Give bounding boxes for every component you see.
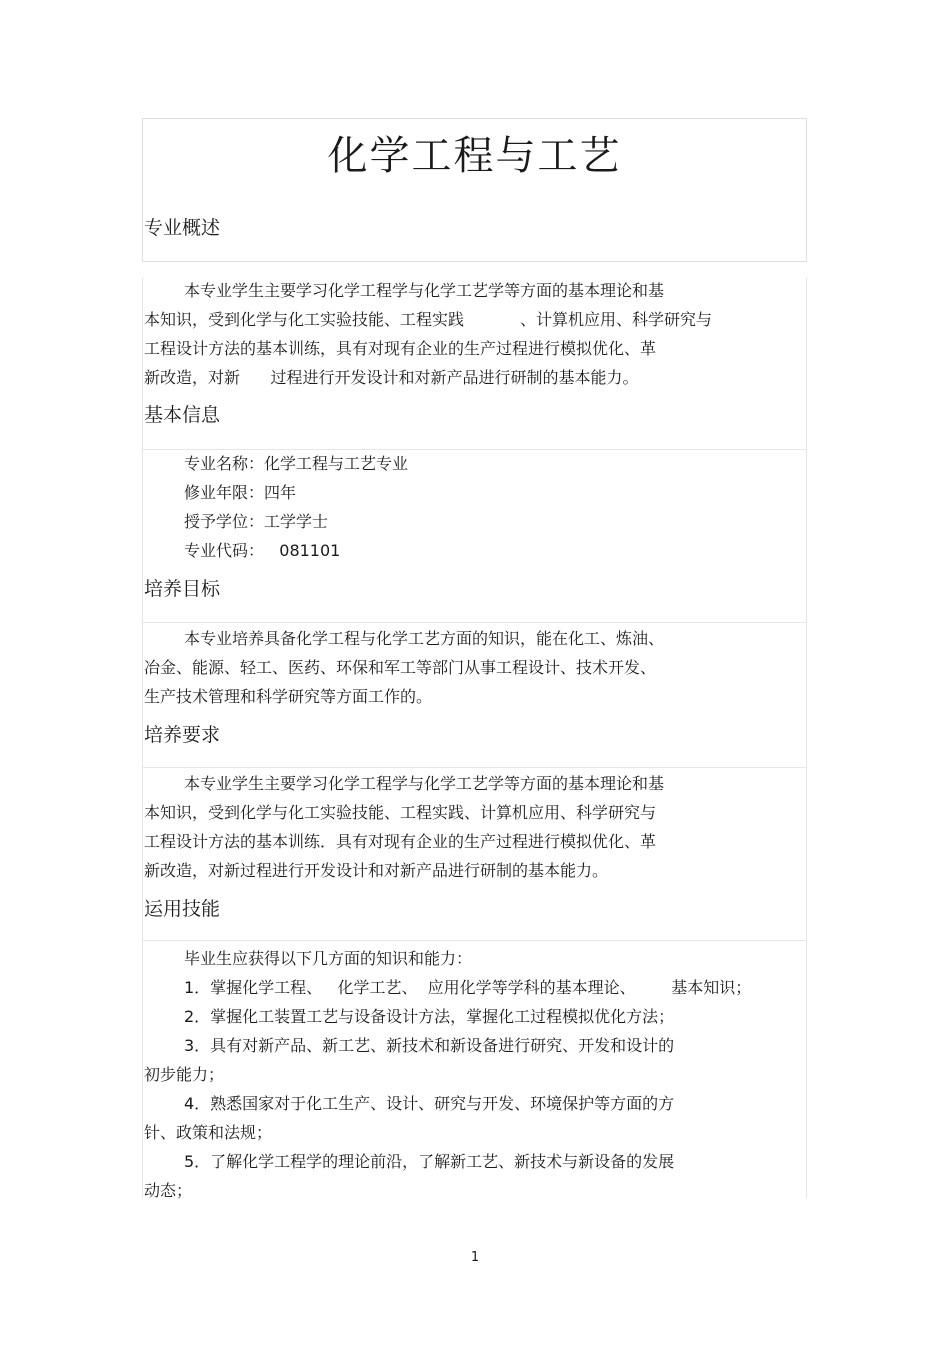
left-border [142, 278, 143, 1198]
paragraph-line: 生产技术管理和科学研究等方面工作的。 [144, 687, 433, 706]
info-line: 修业年限：四年 [184, 483, 297, 502]
section-heading-goal: 培养目标 [144, 578, 221, 600]
paragraph-line: 工程设计方法的基本训练．具有对现有企业的生产过程进行模拟优化、革 [144, 832, 657, 851]
divider [142, 940, 807, 941]
paragraph-line: 新改造，对新过程进行开发设计和对新产品进行研制的基本能力。 [144, 861, 609, 880]
list-item: 1．掌握化学工程、 化学工艺、 应用化学等学科的基本理论、 基本知识； [184, 978, 752, 997]
section-heading-requirements: 培养要求 [144, 724, 221, 746]
section-heading-basic-info: 基本信息 [144, 404, 221, 426]
paragraph-line: 本专业培养具备化学工程与化学工艺方面的知识，能在化工、炼油、 [184, 629, 665, 648]
list-item: 3．具有对新产品、新工艺、新技术和新设备进行研究、开发和设计的 [184, 1036, 675, 1055]
list-item: 5．了解化学工程学的理论前沿，了解新工艺、新技术与新设备的发展 [184, 1152, 675, 1171]
paragraph-line: 新改造，对新 过程进行开发设计和对新产品进行研制的基本能力。 [144, 368, 639, 387]
page-title: 化学工程与工艺 [327, 133, 622, 179]
section-heading-overview: 专业概述 [144, 217, 221, 239]
list-intro: 毕业生应获得以下几方面的知识和能力： [184, 949, 473, 968]
list-item-continuation: 针、政策和法规； [144, 1123, 273, 1142]
info-line: 授予学位：工学学士 [184, 512, 329, 531]
info-line: 专业名称：化学工程与工艺专业 [184, 454, 409, 473]
paragraph-line: 本专业学生主要学习化学工程学与化学工艺学等方面的基本理论和基 [184, 281, 665, 300]
list-item: 2．掌握化工装置工艺与设备设计方法，掌握化工过程模拟优化方法； [184, 1007, 675, 1026]
list-item: 4．熟悉国家对于化工生产、设计、研究与开发、环境保护等方面的方 [184, 1094, 675, 1113]
divider [142, 767, 807, 768]
list-item-continuation: 动态； [144, 1181, 193, 1200]
divider [142, 622, 807, 623]
paragraph-line: 本专业学生主要学习化学工程学与化学工艺学等方面的基本理论和基 [184, 774, 665, 793]
list-item-continuation: 初步能力； [144, 1065, 225, 1084]
section-heading-skills: 运用技能 [144, 898, 221, 920]
divider [142, 449, 807, 450]
info-line: 专业代码： 081101 [184, 541, 341, 560]
page-number: 1 [470, 1250, 480, 1265]
paragraph-line: 本知识，受到化学与化工实验技能、工程实践、计算机应用、科学研究与 [144, 803, 657, 822]
paragraph-line: 冶金、能源、轻工、医药、环保和军工等部门从事工程设计、技术开发、 [144, 658, 657, 677]
paragraph-line: 本知识，受到化学与化工实验技能、工程实践 、计算机应用、科学研究与 [144, 310, 712, 329]
paragraph-line: 工程设计方法的基本训练，具有对现有企业的生产过程进行模拟优化、革 [144, 339, 657, 358]
right-border [806, 278, 807, 1198]
